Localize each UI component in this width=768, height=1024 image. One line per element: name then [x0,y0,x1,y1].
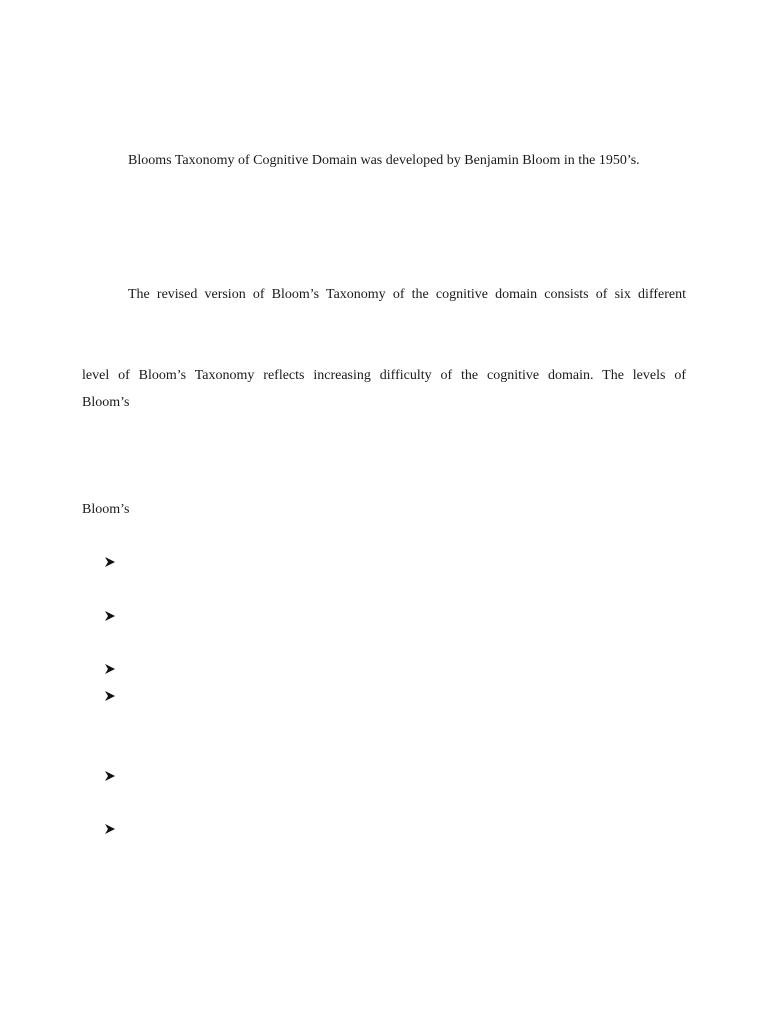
arrowhead-bullet-icon [104,823,116,835]
list-item [104,610,120,626]
arrowhead-bullet-icon [104,770,116,782]
blooms-heading: Bloom’s [82,502,130,517]
arrowhead-bullet-icon [104,663,116,675]
list-item [104,770,120,786]
list-item [104,663,120,679]
list-item [104,690,120,706]
levels-paragraph-line-2: Bloom’s [82,395,130,410]
intro-paragraph: Blooms Taxonomy of Cognitive Domain was developed by Benjamin Bloom in the 1950’s. [128,153,640,168]
list-item [104,823,120,839]
arrowhead-bullet-icon [104,556,116,568]
list-item [104,556,120,572]
revised-version-paragraph: The revised version of Bloom’s Taxonomy of the cognitive domain consists of six different [128,287,686,302]
arrowhead-bullet-icon [104,690,116,702]
arrowhead-bullet-icon [104,610,116,622]
levels-paragraph-line-1: level of Bloom’s Taxonomy reflects increasing difficulty of the cognitive domain. The levels of [82,368,686,383]
